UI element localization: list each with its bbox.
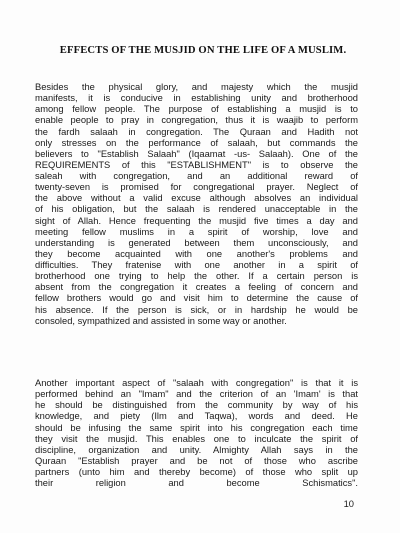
text-line: discipline, organization and unity. Almighty Allah says in the: [35, 444, 358, 455]
text-line: of his obligation, but the salaah is rendered unacceptable in the: [35, 204, 358, 215]
text-line: they visit the musjid. This enables one to inculcate the spirit of: [35, 433, 358, 444]
text-line: he should be distinguished from the community by way of his: [35, 400, 358, 411]
text-line: his absence. If the person is sick, or in hardship he would be: [35, 304, 358, 315]
text-line: Besides the physical glory, and majesty which the musjid: [35, 82, 358, 92]
text-line: partners (unto him and thereby become) of those who split up: [35, 467, 358, 477]
text-line: twenty-seven is promised for congregational prayer. Neglect of: [35, 182, 358, 193]
text-line: only stresses on the performance of salaah, but commands the: [35, 137, 358, 148]
text-line: absent from the congregation it creates a feeling of concern and: [35, 282, 358, 293]
text-line: knowledge, and piety (Ilm and Taqwa), words and deed. He: [35, 411, 358, 422]
text-line: performed behind an "Imam" and the criterion of an 'Imam' is that: [35, 389, 358, 400]
page-number: 10: [343, 499, 354, 509]
text-line: saleah with congregation, and an additional reward of: [35, 171, 358, 181]
text-line: their religion and become Schismatics".: [35, 478, 358, 489]
text-line: should be infusing the same spirit into his congregation each time: [35, 422, 358, 433]
text-line: meeting fellow muslims in a spirit of worship, love and: [35, 226, 358, 237]
text-line: brotherhood one trying to help the other. If a certain person is: [35, 271, 358, 282]
text-line: Another important aspect of "salaah with congregation" is that it is: [35, 378, 358, 388]
paragraph-1: [35, 82, 358, 327]
text-line: fellow brothers would go and visit him to determine the cause of: [35, 293, 358, 304]
text-line: consoled, sympathized and assisted in some way or another.: [35, 315, 287, 326]
text-line: understanding is generated between them unconsciously, and: [35, 237, 358, 248]
text-line: manifests, it is conducive in establishing unity and brotherhood: [35, 93, 358, 104]
text-line: enable people to pray in congregation, thus it is waajib to perform: [35, 115, 358, 126]
paragraph-2: [35, 378, 358, 489]
text-line: among fellow people. The purpose of establishing a musjid is to: [35, 104, 358, 115]
text-line: REQUIREMENTS of this "ESTABLISHMENT" is to observe the: [35, 159, 358, 170]
text-line: they become acquainted with one another's problems and: [35, 248, 358, 259]
text-line: the above without a valid excuse although absolves an individual: [35, 193, 358, 204]
text-line: difficulties. They fratenise with one another in a spirit of: [35, 260, 358, 270]
text-line: sight of Allah. Hence frequenting the musjid five times a day and: [35, 215, 358, 226]
text-line: believers to "Establish Salaah" (Iqaamat -us- Salaah). One of the: [35, 148, 358, 159]
page-title: EFFECTS OF THE MUSJID ON THE LIFE OF A MUSLIM.: [59, 45, 347, 56]
text-line: Quraan "Establish prayer and be not of those who ascribe: [35, 455, 358, 466]
text-line: the fardh salaah in congregation. The Quraan and Hadith not: [35, 126, 358, 137]
